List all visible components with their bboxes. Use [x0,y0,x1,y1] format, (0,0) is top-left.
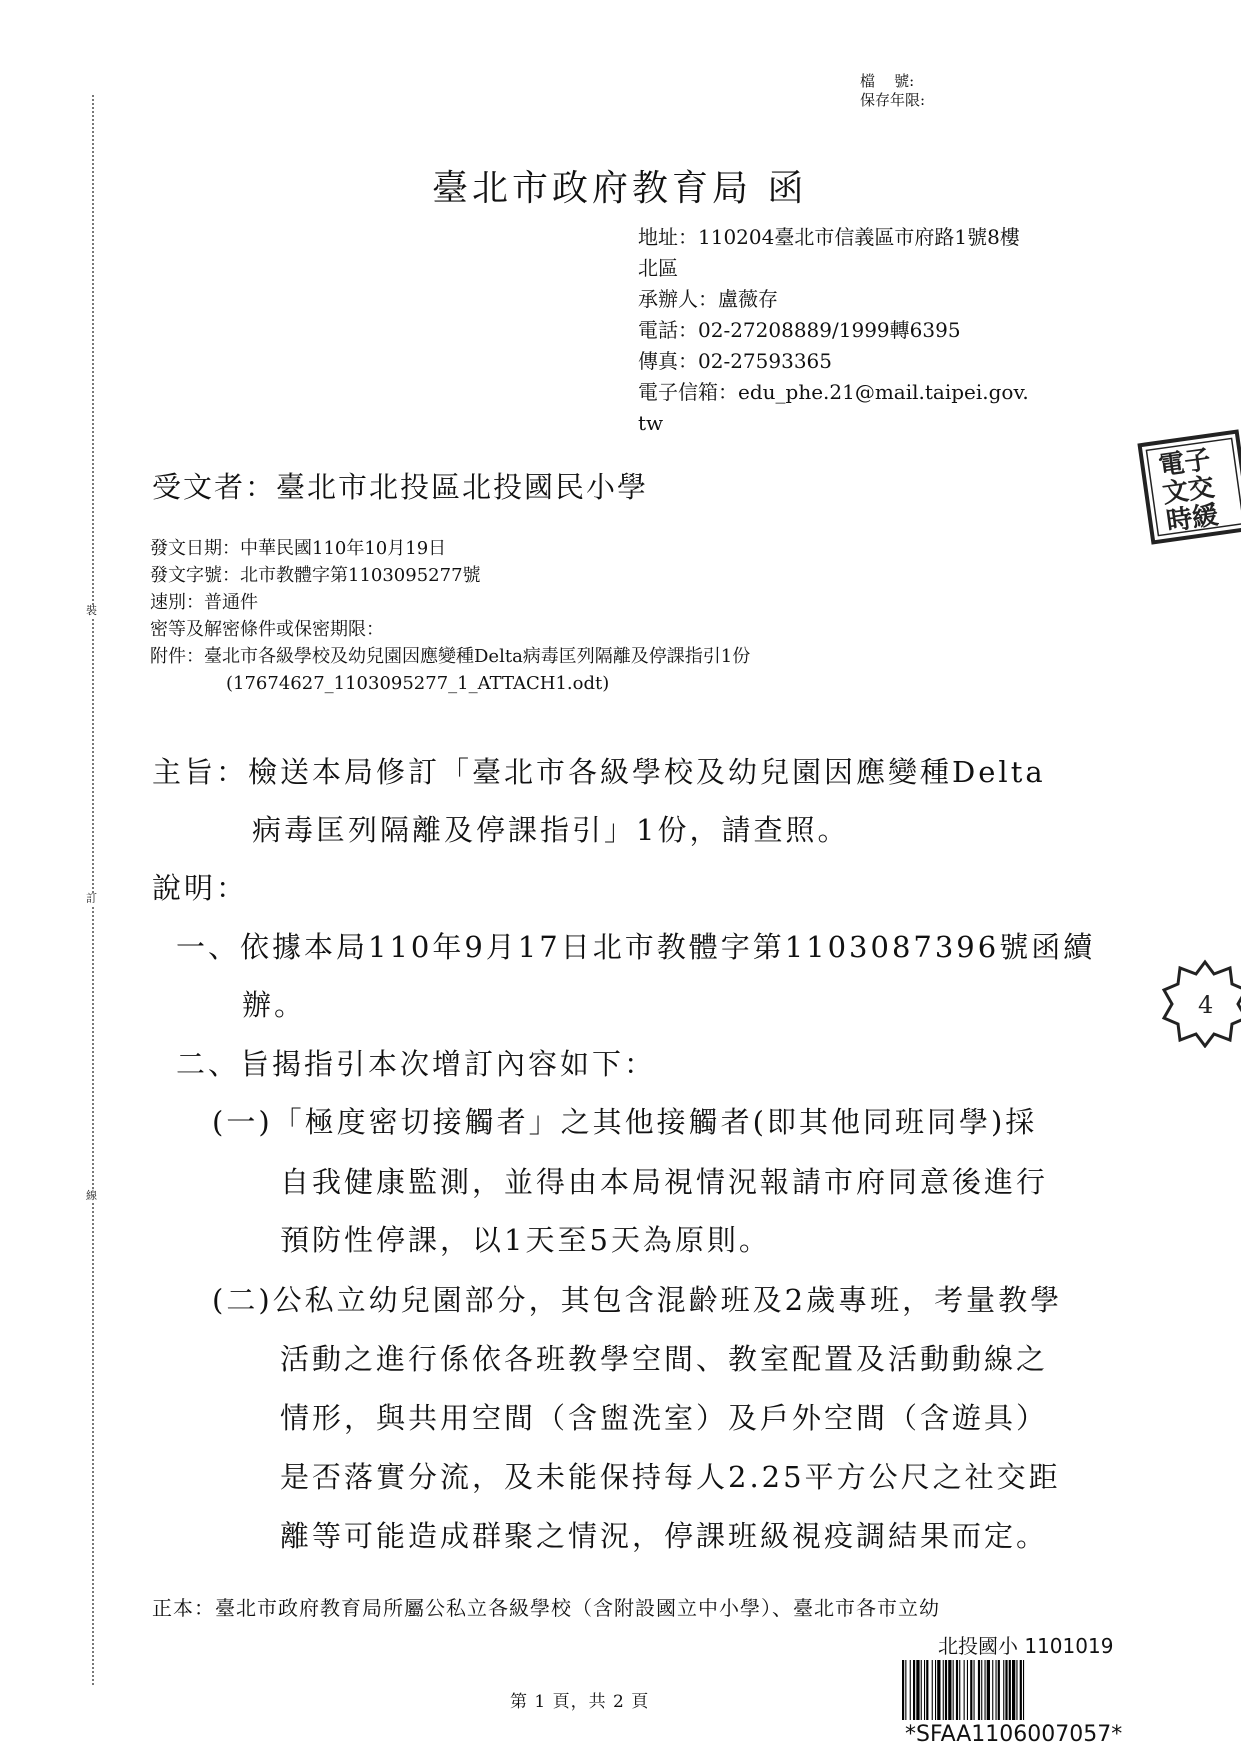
barcode-bar [926,1660,928,1720]
fax: 傳真：02-27593365 [638,349,833,373]
issue-date: 發文日期：中華民國110年10月19日 [150,538,447,559]
sub1-line-2: 自我健康監測，並得由本局視情況報請市府同意後進行 [280,1165,1049,1199]
sub1-line-3: 預防性停課，以1天至5天為原則。 [280,1223,771,1257]
attachment-line-1: 附件：臺北市各級學校及幼兒園因應變種Delta病毒匡列隔離及停課指引1份 [150,646,751,667]
barcode-bar [970,1660,972,1720]
retention-label: 保存年限: [860,91,926,109]
item1-line-2: 辦。 [242,988,307,1022]
explanation-heading: 說明： [152,871,249,905]
item2-line-1: 二、旨揭指引本次增訂內容如下： [176,1047,657,1081]
barcode-bar [953,1660,954,1720]
binding-mark-middle: 訂 [86,892,97,905]
barcode-bar [902,1660,904,1720]
attachment-line-2: (17674627_1103095277_1_ATTACH1.odt) [226,673,610,694]
barcode-bar [959,1660,960,1720]
recipient: 受文者：臺北市北投區北投國民小學 [152,470,649,504]
binding-mark-top: 裝 [86,604,97,617]
subject-line-1: 主旨：檢送本局修訂「臺北市各級學校及幼兒園因應變種Delta [152,755,1046,789]
address-line-2: 北區 [638,256,678,280]
phone: 電話：02-27208889/1999轉6395 [638,318,961,342]
document-title: 臺北市政府教育局 函 [432,168,808,209]
barcode-bar [943,1660,944,1720]
barcode-bar [985,1660,986,1720]
barcode-bar [964,1660,965,1720]
barcode-bar [998,1660,1000,1720]
barcode-bar [967,1660,968,1720]
officer: 承辦人：盧薇存 [638,287,778,311]
stamp2-digit: 4 [1198,991,1214,1019]
page-number: 第 1 頁，共 2 頁 [510,1692,650,1712]
file-meta [860,72,925,110]
carbon-copy: 正本：臺北市政府教育局所屬公私立各級學校（含附設國立中小學）、臺北市各市立幼 [152,1596,940,1620]
stamp1-line-1: 電子 [1156,444,1213,482]
secrecy: 密等及解密條件或保密期限： [150,619,384,640]
barcode-bar [1003,1660,1004,1720]
barcode-bar [937,1660,940,1720]
binding-dotted-line [92,95,94,1685]
barcode-bar [978,1660,980,1720]
meta-block [150,535,750,697]
barcode-bar [935,1660,936,1720]
address-line-1: 地址：110204臺北市信義區市府路1號8樓 [638,225,1020,249]
item1-line-1: 一、依據本局110年9月17日北市教體字第1103087396號函續 [176,930,1096,964]
barcode-bar [956,1660,958,1720]
barcode-bar [1012,1660,1015,1720]
subject-line-2: 病毒匡列隔離及停課指引」1份，請查照。 [252,813,850,847]
sub2-line-4: 是否落實分流，及未能保持每人2.25平方公尺之社交距 [280,1460,1061,1494]
stamp1-line-2: 文交 [1160,472,1217,510]
contact-block [638,222,1029,439]
barcode-bar [1005,1660,1007,1720]
sub2-line-1: (二)公私立幼兒園部分，其包含混齡班及2歲專班，考量教學 [212,1283,1063,1317]
barcode-bar [948,1660,951,1720]
barcode-bar [1023,1660,1024,1720]
barcode-bar [905,1660,906,1720]
sub2-line-3: 情形，與共用空間（含盥洗室）及戶外空間（含遊具） [280,1401,1049,1435]
barcode-bar [1016,1660,1017,1720]
email-line-2: tw [638,411,664,435]
barcode-bar [945,1660,947,1720]
barcode-label: 北投國小 1101019 [938,1634,1114,1658]
barcode-bar [916,1660,919,1720]
barcode-image [900,1660,1140,1720]
sub2-line-5: 離等可能造成群聚之情況，停課班級視疫調結果而定。 [280,1519,1049,1553]
barcode-bar [996,1660,997,1720]
speed: 速別：普通件 [150,592,258,613]
barcode-bar [921,1660,922,1720]
barcode-bar [913,1660,915,1720]
barcode-code: *SFAA1106007057* [905,1722,1123,1747]
barcode-bar [932,1660,933,1720]
barcode-bar [974,1660,975,1720]
stamp-seal-top [1133,425,1241,549]
barcode-bar [992,1660,993,1720]
email-line-1: 電子信箱：edu_phe.21@mail.taipei.gov. [638,380,1029,404]
stamp1-line-3: 時緩 [1164,500,1221,538]
barcode-bar [924,1660,925,1720]
barcode-bar [987,1660,990,1720]
sub2-line-2: 活動之進行係依各班教學空間、教室配置及活動動線之 [280,1342,1049,1376]
barcode-bar [910,1660,911,1720]
stamp-seal-mid [1160,958,1241,1048]
sub1-line-1: (一)「極度密切接觸者」之其他接觸者(即其他同班同學)採 [212,1105,1038,1139]
file-number-label: 檔 號: [860,72,915,90]
document-number: 發文字號：北市教體字第1103095277號 [150,565,481,586]
barcode-bar [1009,1660,1011,1720]
barcode-bar [981,1660,982,1720]
barcode-bar [1020,1660,1022,1720]
binding-mark-bottom: 線 [86,1189,97,1202]
